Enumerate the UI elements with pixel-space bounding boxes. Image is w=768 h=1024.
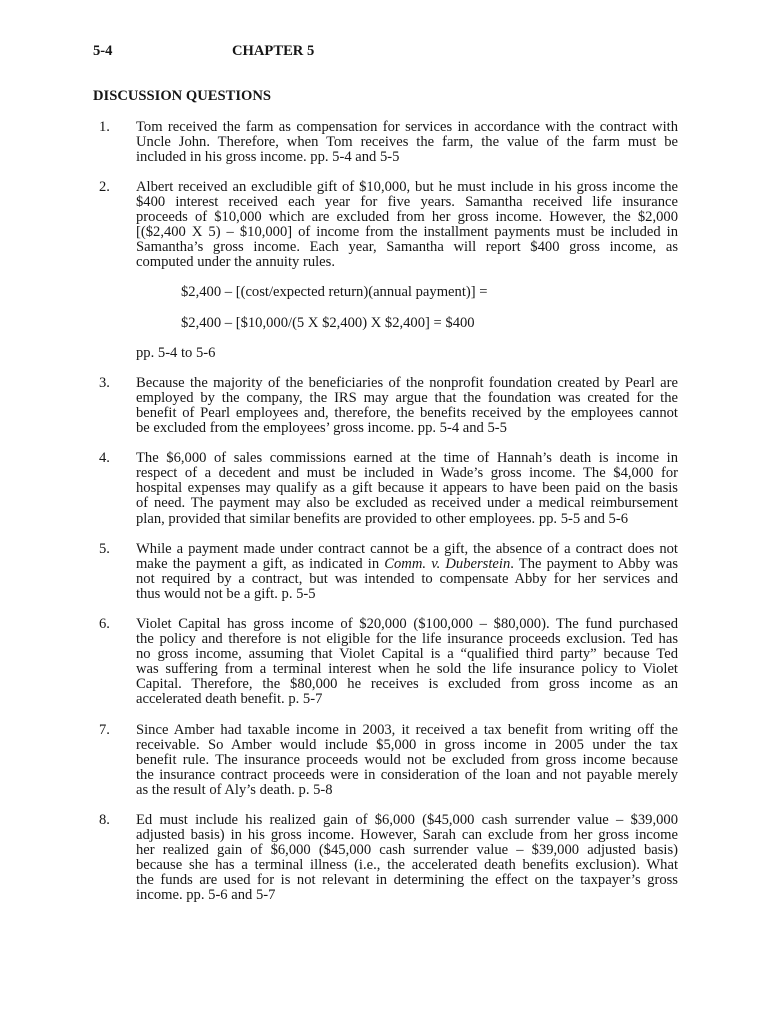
question-item	[0, 723, 768, 798]
answer-line: Ed must include his realized gain of $6,000 ($45,000 cash surrender value – $39,000	[136, 812, 678, 829]
answer-line: benefit of Pearl employees and, therefore, the benefits received by the employees cannot	[136, 404, 678, 421]
question-item	[0, 813, 768, 903]
answer-line: as the result of Aly’s death. p. 5-8	[136, 781, 333, 798]
formula-line: $2,400 – [(cost/expected return)(annual payment)] =	[181, 284, 488, 301]
answer-line: adjusted basis) in his gross income. However, Sarah can exclude from her gross income	[136, 827, 678, 844]
question-item	[0, 180, 768, 361]
question-item	[0, 451, 768, 526]
answer-line: was suffering from a terminal interest when he sold the life insurance policy to Violet	[136, 661, 678, 678]
answer-line: Violet Capital has gross income of $20,000 ($100,000 – $80,000). The fund purchased	[136, 616, 678, 633]
answer-line: respect of a decedent and must be included in Wade’s gross income. The $4,000 for	[136, 465, 678, 482]
answer-text	[136, 723, 678, 798]
answer-line: the policy and therefore is not eligible for the life insurance proceeds exclusion. Ted has	[136, 631, 678, 648]
answer-line: employed by the company, the IRS may argue that the foundation was created for the	[136, 389, 678, 406]
question-item	[0, 617, 768, 707]
answer-text	[136, 542, 678, 602]
page-number: 5-4	[93, 43, 113, 59]
answer-line: of need. The payment may also be excluded as received under a medical reimbursement	[136, 495, 678, 512]
answer-line: While a payment made under contract cannot be a gift, the absence of a contract does not	[136, 540, 678, 557]
question-number: 5.	[99, 540, 110, 557]
question-number: 4.	[99, 450, 110, 467]
question-list	[0, 120, 768, 919]
answer-line: be excluded from the employees’ gross income. pp. 5-4 and 5-5	[136, 420, 507, 437]
answer-line: Samantha’s gross income. Each year, Samantha will report $400 gross income, as	[136, 239, 678, 256]
answer-line: Because the majority of the beneficiaries of the nonprofit foundation created by Pearl are	[136, 374, 678, 391]
question-number: 7.	[99, 721, 110, 738]
question-number: 8.	[99, 812, 110, 829]
section-title: DISCUSSION QUESTIONS	[93, 88, 272, 105]
case-citation: Comm. v. Duberstein	[384, 555, 511, 572]
answer-text	[136, 451, 678, 526]
answer-line: Since Amber had taxable income in 2003, it received a tax benefit from writing off the	[136, 721, 678, 738]
question-number: 2.	[99, 178, 110, 195]
answer-line: proceeds of $10,000 which are excluded from her gross income. However, the $2,000	[136, 208, 678, 225]
answer-line: no gross income, assuming that Violet Capital is a “qualified third party” because Ted	[136, 646, 678, 663]
answer-line: computed under the annuity rules.	[136, 254, 335, 271]
page-reference: pp. 5-4 to 5-6	[136, 344, 216, 361]
answer-line: benefit rule. The insurance proceeds would not be excluded from gross income because	[136, 751, 678, 768]
answer-text	[136, 813, 678, 903]
answer-text	[136, 617, 678, 707]
answer-line: Capital. Therefore, the $80,000 he receives is excluded from gross income as an	[136, 676, 678, 693]
question-number: 1.	[99, 118, 110, 135]
answer-line: Uncle John. Therefore, when Tom receives the farm, the value of the farm must be	[136, 133, 678, 150]
answer-line: accelerated death benefit. p. 5-7	[136, 691, 323, 708]
answer-line: income. pp. 5-6 and 5-7	[136, 887, 276, 904]
formula-line: $2,400 – [$10,000/(5 X $2,400) X $2,400] = $400	[181, 314, 475, 331]
answer-line: The $6,000 of sales commissions earned at the time of Hannah’s death is income in	[136, 450, 678, 467]
question-item	[0, 120, 768, 165]
answer-text	[136, 376, 678, 436]
answer-line: Albert received an excludible gift of $10,000, but he must include in his gross income the	[136, 178, 678, 195]
answer-line-text: make the payment a gift, as indicated in	[136, 555, 385, 572]
answer-line: thus would not be a gift. p. 5-5	[136, 585, 316, 602]
answer-line: Tom received the farm as compensation for services in accordance with the contract with	[136, 118, 678, 135]
answer-line-text: . The payment to Abby was	[510, 555, 678, 572]
answer-line: not required by a contract, but was intended to compensate Abby for her services and	[136, 570, 678, 587]
answer-line: [($2,400 X 5) – $10,000] of income from the installment payments must be included in	[136, 224, 678, 241]
question-item	[0, 376, 768, 436]
answer-text	[136, 180, 678, 361]
answer-line: the insurance contract proceeds were in consideration of the loan and not payable merely	[136, 766, 678, 783]
question-number: 3.	[99, 374, 110, 391]
answer-line: the funds are used for is not relevant in determining the effect on the taxpayer’s gross	[136, 872, 678, 889]
answer-line: plan, provided that similar benefits are provided to other employees. pp. 5-5 and 5-6	[136, 510, 628, 527]
answer-line: hospital expenses may qualify as a gift because it appears to have been paid on the basis	[136, 480, 678, 497]
answer-line: included in his gross income. pp. 5-4 and 5-5	[136, 148, 400, 165]
answer-text	[136, 120, 678, 165]
answer-line: $400 interest received each year for five years. Samantha received life insurance	[136, 193, 678, 210]
question-item	[0, 542, 768, 602]
answer-line: receivable. So Amber would include $5,000 in gross income in 2005 under the tax	[136, 736, 678, 753]
chapter-title: CHAPTER 5	[232, 43, 315, 59]
answer-line: because she has a terminal illness (i.e., the accelerated death benefits exclusion). What	[136, 857, 678, 874]
question-number: 6.	[99, 616, 110, 633]
answer-line: her realized gain of $6,000 ($45,000 cash surrender value – $39,000 adjusted basis)	[136, 842, 678, 859]
answer-line	[136, 557, 678, 572]
